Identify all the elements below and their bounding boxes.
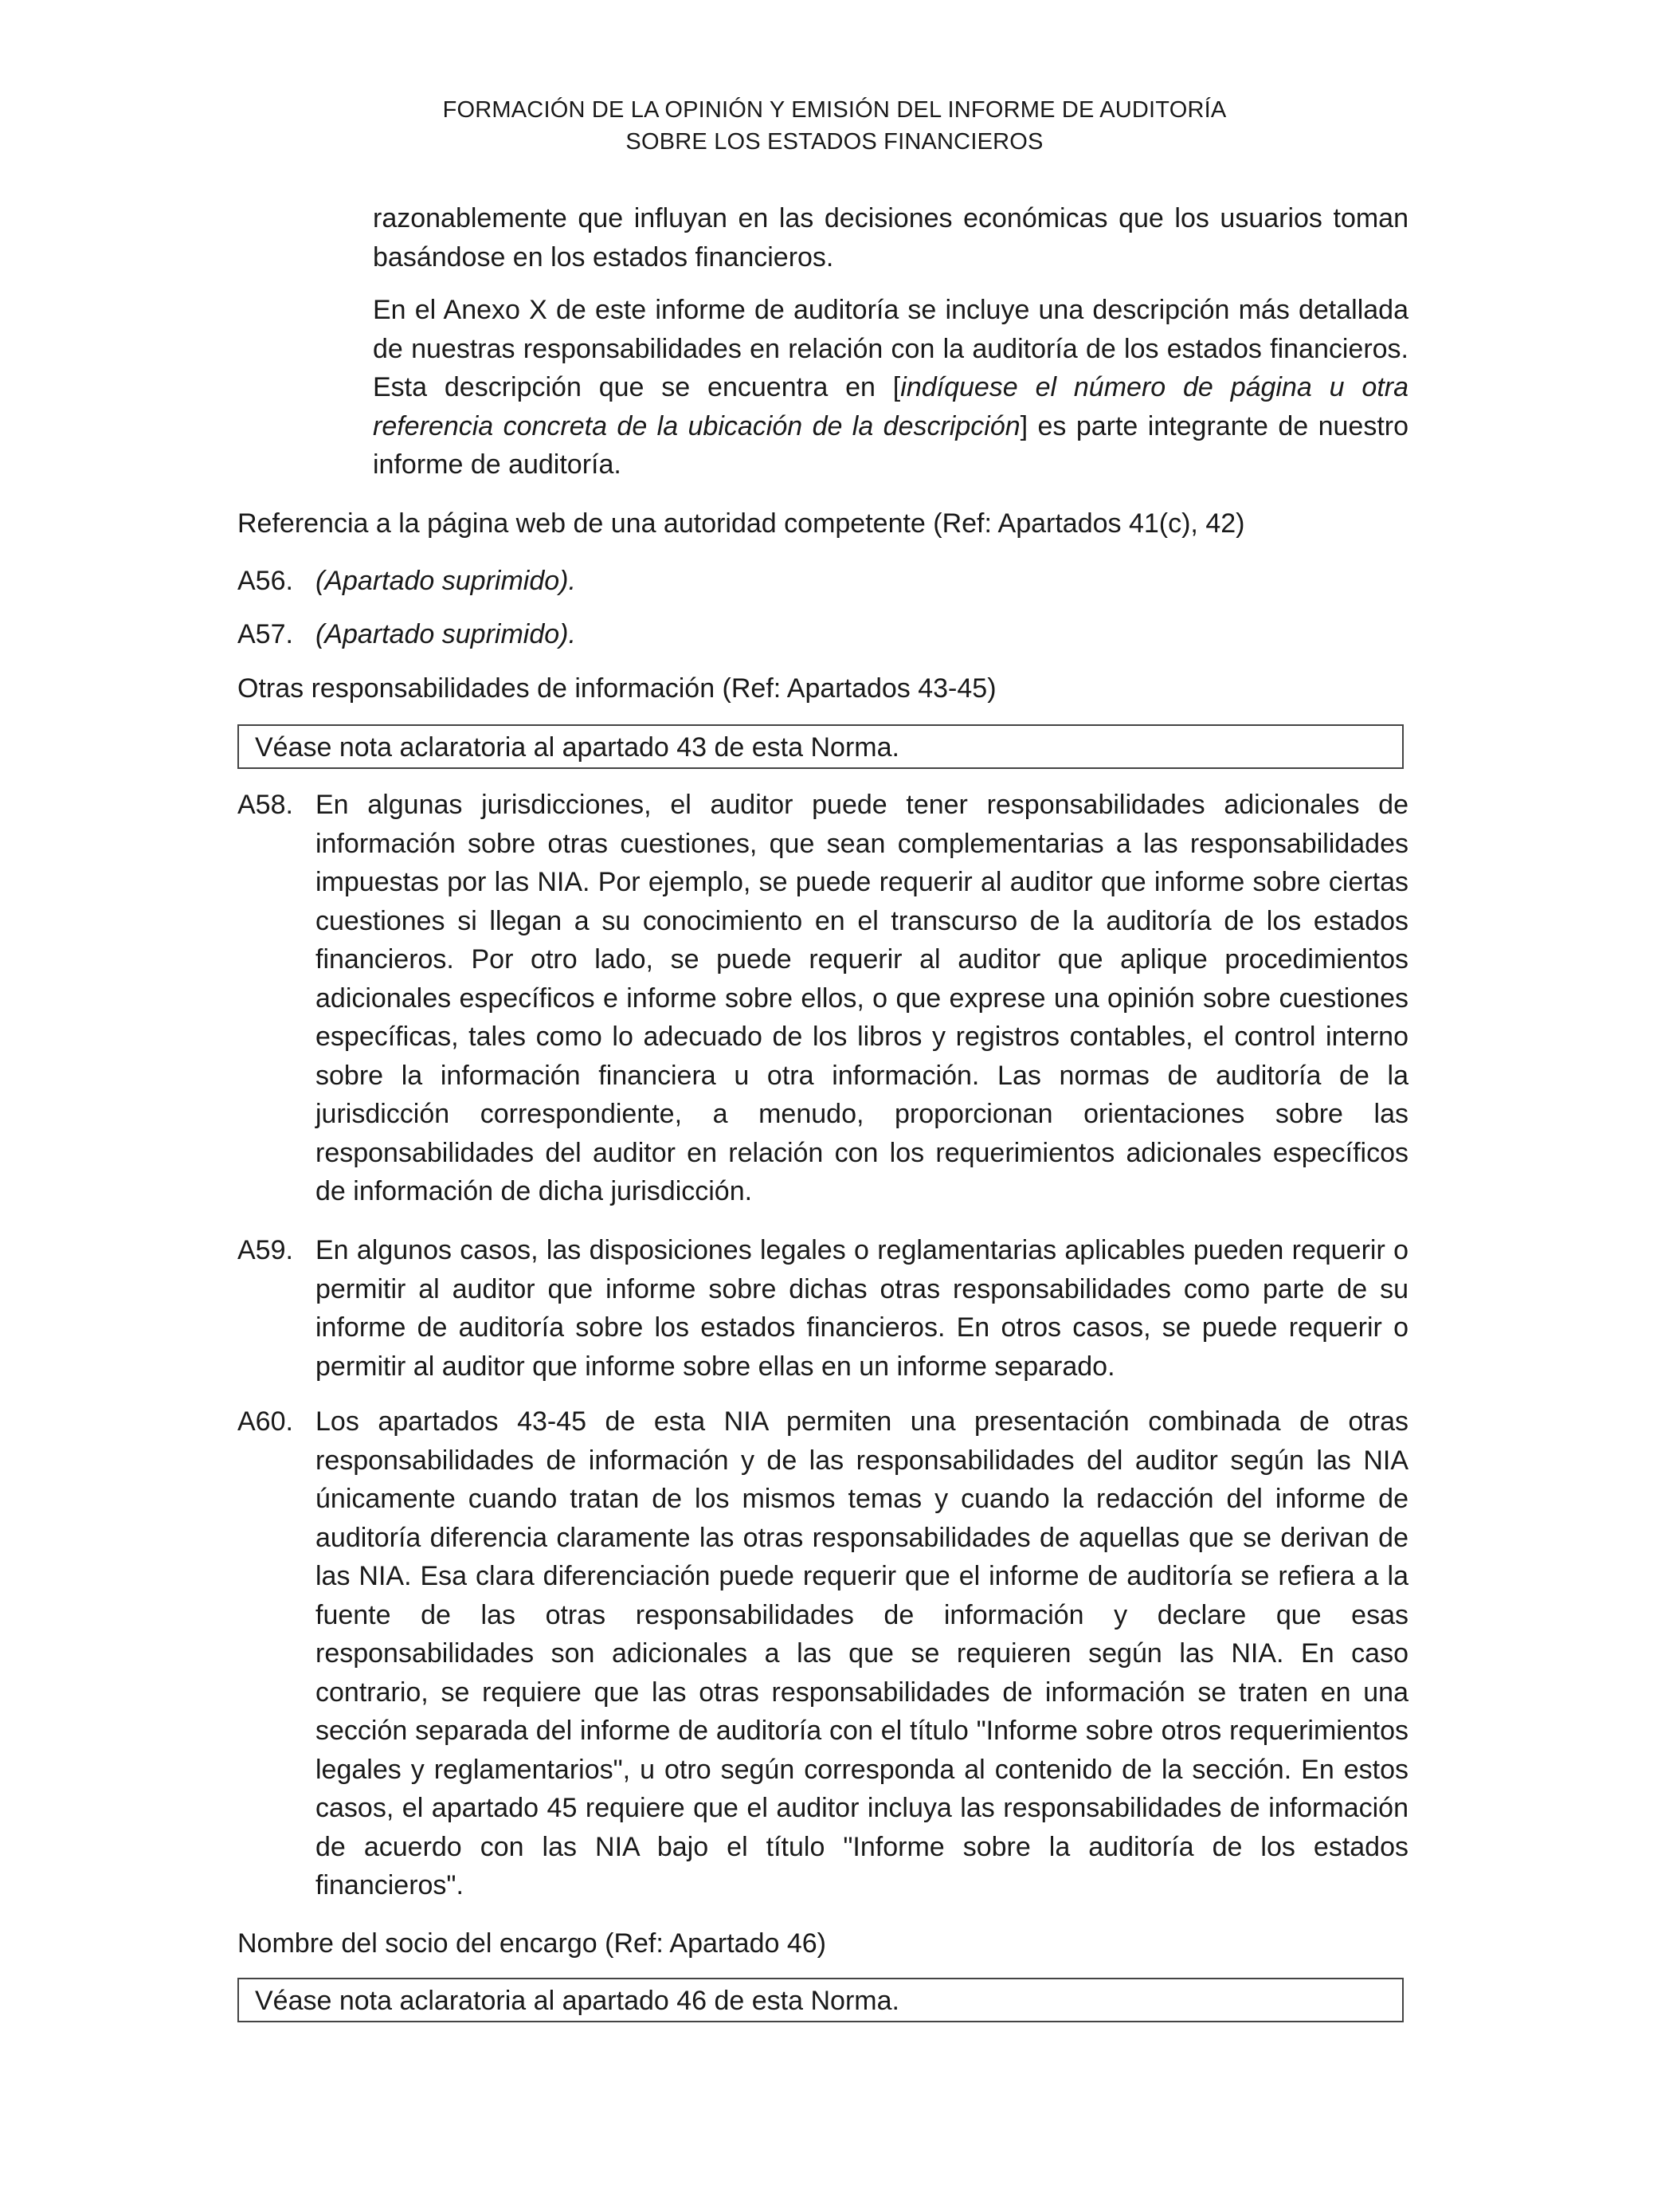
a58-number: A58. [237,790,293,820]
a56-number: A56. [237,566,293,596]
note-2-text: Véase nota aclaratoria al apartado 46 de esta Norma. [255,1986,899,2016]
note-1-text: Véase nota aclaratoria al apartado 43 de esta Norma. [255,732,899,763]
a57-italic: (Apartado suprimido). [315,619,576,649]
a56-text [315,562,1408,601]
heading-otras-responsabilidades: Otras responsabilidades de información (Ref: Apartados 43-45) [237,673,997,704]
intro-text-2 [373,291,1408,484]
a59-number: A59. [237,1235,293,1265]
intro-text-1: razonablemente que influyan en las decisiones económicas que los usuarios toman basándose en los estados financieros. [373,203,1408,273]
intro-paragraph-2 [373,291,1408,484]
a59-paragraph [315,1231,1408,1386]
header-line-1: FORMACIÓN DE LA OPINIÓN Y EMISIÓN DEL INFORME DE AUDITORÍA [442,97,1227,123]
a59-text: En algunos casos, las disposiciones legales o reglamentarias aplicables pueden requerir o permitir al auditor que informe sobre dichas otras responsabilidades como parte de su informe de auditoría sobre los estados financieros. En otros casos, se puede requerir o permitir al auditor que informe sobre ellas en un informe separado. [315,1235,1408,1382]
a57-number: A57. [237,619,293,649]
a60-number: A60. [237,1406,293,1437]
a57-text [315,615,1408,654]
intro-text-2a: En el Anexo X de este informe de auditoría se incluye una descripción más detallada de nuestras responsabilidades en relación con la auditoría de los estados financieros. Esta descripción que se encuentra en [ [373,295,1408,402]
a58-text: En algunas jurisdicciones, el auditor puede tener responsabilidades adicionales de información sobre otras cuestiones, que sean complementarias a las responsabilidades impuestas por las NIA. Por ejemplo, se puede requerir al auditor que informe sobre ciertas cuestiones si llegan a su conocimiento en el transcurso de la auditoría de los estados financieros. Por otro lado, se puede requerir al auditor que aplique procedimientos adicionales específicos e informe sobre ellos, o que exprese una opinión sobre cuestiones específicas, tales como lo adecuado de los libros y registros contables, el control interno sobre la información financiera u otra información. Las normas de auditoría de la jurisdicción correspondiente, a menudo, proporcionan orientaciones sobre las responsabilidades del auditor en relación con los requerimientos adicionales específicos de información de dicha jurisdicción. [315,790,1408,1206]
a56-italic: (Apartado suprimido). [315,566,576,596]
intro-text-2-italic: indíquese el número de página u otra referencia concreta de la ubicación de la descripción [373,372,1409,441]
a60-paragraph [315,1402,1408,1905]
note-box-1 [237,724,1404,769]
heading-web-reference: Referencia a la página web de una autoridad competente (Ref: Apartados 41(c), 42) [237,508,1245,539]
intro-paragraph-1 [373,199,1408,276]
heading-socio-encargo: Nombre del socio del encargo (Ref: Apartado 46) [237,1928,826,1959]
intro-text-2b: ] es parte integrante de nuestro informe de auditoría. [373,410,1408,480]
a58-paragraph [315,786,1408,1211]
page-header [0,94,1669,158]
a60-text: Los apartados 43-45 de esta NIA permiten una presentación combinada de otras responsabilidades de información y de las responsabilidades del auditor según las NIA únicamente cuando tratan de los mismos temas y cuando la redacción del informe de auditoría diferencia claramente las otras responsabilidades de aquellas que se derivan de las NIA. Esa clara diferenciación puede requerir que el informe de auditoría se refiera a la fuente de las otras responsabilidades de información y declare que esas responsabilidades son adicionales a las que se requieren según las NIA. En caso contrario, se requiere que las otras responsabilidades de información se traten en una sección separada del informe de auditoría con el título "Informe sobre otros requerimientos legales y reglamentarios", u otro según corresponda al contenido de la sección. En estos casos, el apartado 45 requiere que el auditor incluya las responsabilidades de información de acuerdo con las NIA bajo el título "Informe sobre la auditoría de los estados financieros". [315,1406,1408,1900]
header-line-2: SOBRE LOS ESTADOS FINANCIEROS [625,129,1044,155]
note-box-2 [237,1978,1404,2022]
